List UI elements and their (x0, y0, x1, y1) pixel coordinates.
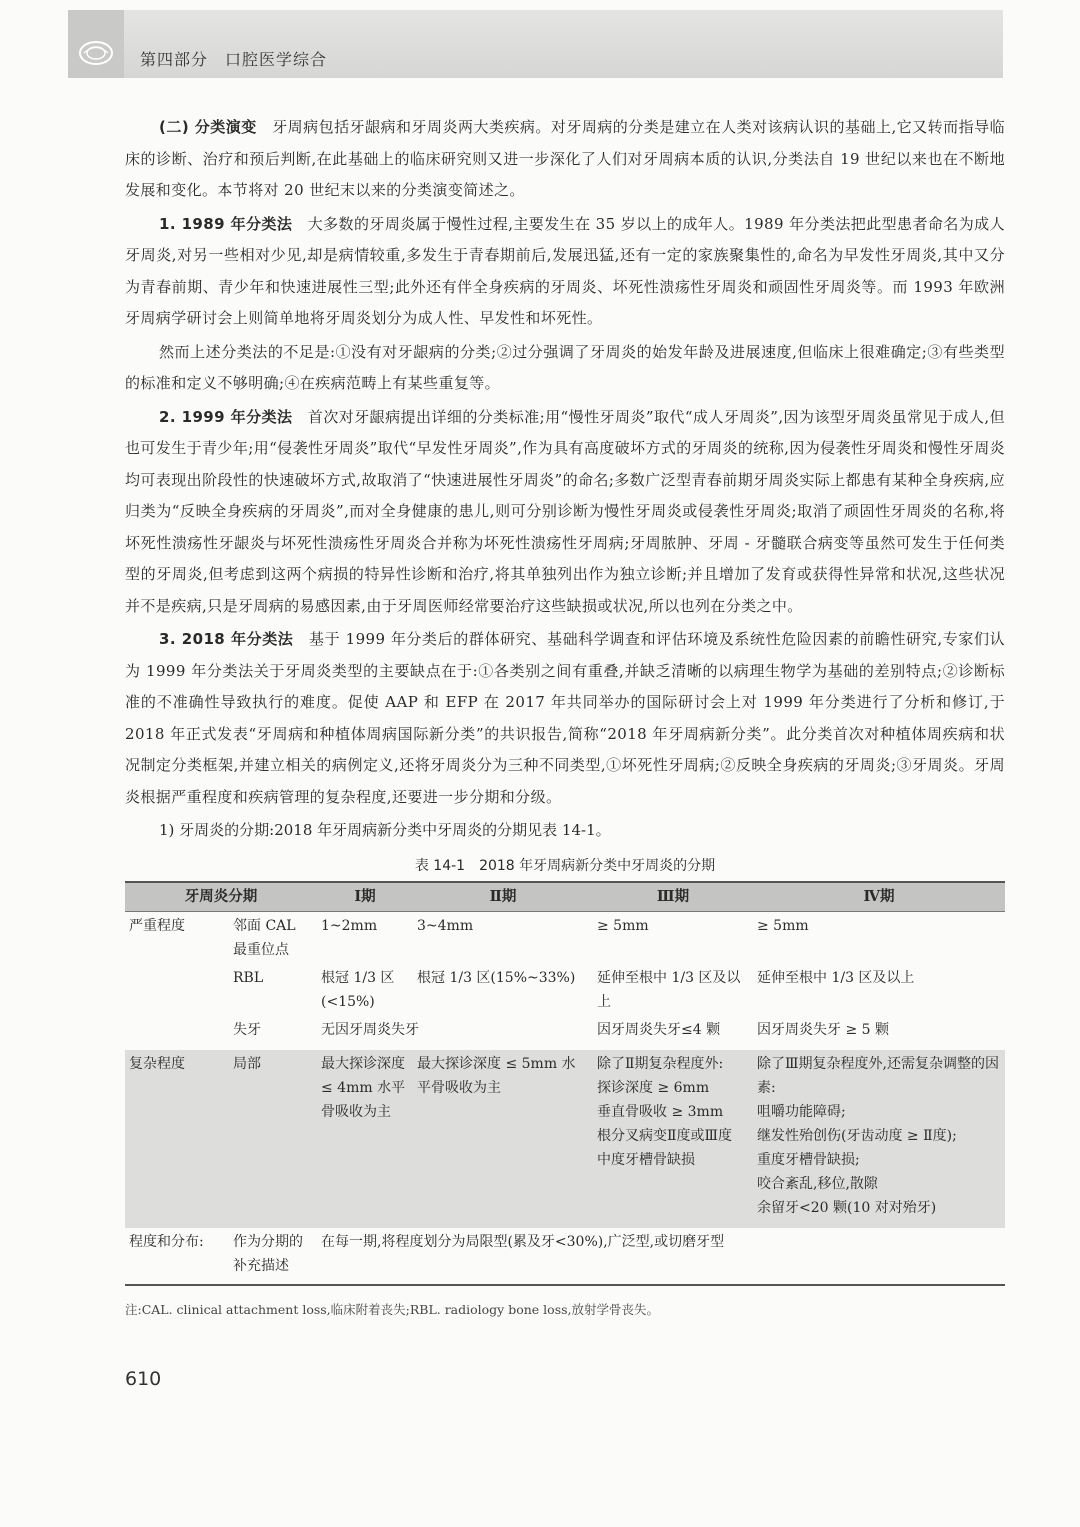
table-note: 注:CAL. clinical attachment loss,临床附着丧失;RBL. radiology bone loss,放射学骨丧失。 (125, 1301, 659, 1317)
cell-rbl-s4: 延伸至根中 1/3 区及以上 (757, 969, 915, 986)
paragraph-1999 (125, 402, 1005, 623)
cell-local-s4 (753, 1050, 1005, 1228)
local-s4-line: 除了Ⅲ期复杂程度外,还需复杂调整的因素: (757, 1055, 999, 1096)
page-body (125, 112, 1005, 1318)
local-s4-line: 余留牙<20 颗(10 对对殆牙) (757, 1199, 937, 1216)
cell-local-s1: 最大探诊深度 ≤ 4mm 水平骨吸收为主 (321, 1055, 406, 1120)
header-stage-1: Ⅰ期 (317, 882, 413, 912)
header-stage-3: Ⅲ期 (593, 882, 753, 912)
row-label-complexity: 复杂程度 (129, 1055, 185, 1072)
page-number: 610 (125, 1368, 162, 1390)
paragraph-1989 (125, 209, 1005, 335)
row-label-severity: 严重程度 (129, 917, 185, 934)
local-s4-line: 重度牙槽骨缺损; (757, 1151, 860, 1168)
table-caption: 表 14-1 2018 年牙周病新分类中牙周炎的分期 (414, 857, 716, 874)
cell-cal-s3: ≥ 5mm (597, 917, 649, 934)
local-s3-line: 除了Ⅱ期复杂程度外: (597, 1055, 724, 1072)
cell-tooth-loss-s4: 因牙周炎失牙 ≥ 5 颗 (757, 1021, 889, 1038)
heading-1989: 1. 1989 年分类法 (159, 214, 293, 233)
cell-rbl-label: RBL (233, 969, 264, 986)
table-header-row (125, 882, 1005, 912)
cell-extent-value: 在每一期,将程度划分为局限型(累及牙<30%),广泛型,或切磨牙型 (317, 1228, 1005, 1285)
local-s4-line: 继发性殆创伤(牙齿动度 ≥ Ⅱ度); (757, 1127, 957, 1144)
cell-tooth-loss-label: 失牙 (233, 1021, 261, 1038)
header-stage-label: 牙周炎分期 (125, 882, 317, 912)
cell-cal-s2: 3~4mm (417, 917, 474, 934)
cell-local-s3 (593, 1050, 753, 1228)
header-stage-4: Ⅳ期 (753, 882, 1005, 912)
local-s3-line: 探诊深度 ≥ 6mm (597, 1079, 710, 1096)
cell-extent-label: 作为分期的补充描述 (229, 1228, 317, 1285)
cell-local-s2: 最大探诊深度 ≤ 5mm 水平骨吸收为主 (417, 1055, 576, 1096)
publisher-logo-icon (78, 40, 114, 66)
paragraph-2018 (125, 624, 1005, 813)
staging-table (125, 881, 1005, 1286)
cell-rbl-s1: 根冠 1/3 区 (<15%) (321, 969, 395, 1010)
cell-cal-s1: 1~2mm (321, 917, 378, 934)
local-s4-line: 咀嚼功能障碍; (757, 1103, 846, 1120)
cell-local-label: 局部 (233, 1055, 261, 1072)
paragraph-shortcomings: 然而上述分类法的不足是:①没有对牙龈病的分类;②过分强调了牙周炎的始发年龄及进展速度,但临床上很难确定;③有些类型的标准和定义不够明确;④在疾病范畴上有某些重复等。 (125, 342, 1005, 392)
cell-cal-label: 邻面 CAL 最重位点 (233, 917, 296, 958)
row-label-extent: 程度和分布: (125, 1228, 229, 1285)
intro-paragraph (125, 112, 1005, 207)
text-2018: 基于 1999 年分类后的群体研究、基础科学调查和评估环境及系统性危险因素的前瞻性研究,专家们认为 1999 年分类法关于牙周炎类型的主要缺点在于:①各类别之间有重叠,并缺乏清晰的以病理生物学为基础的差别特点;②诊断标准的不准确性导致执行的难度。促使 AAP 和 EFP 在 2017 年共同举办的国际研讨会上对 1999 年分类进行了分析和修订,于 2018 年正式发表“牙周病和种植体周病国际新分类”的共识报告,简称“2018 年牙周病新分类”。此分类首次对种植体周疾病和状况制定分类框架,并建立相关的病例定义,还将牙周炎分为三种不同类型,①坏死性牙周病;②反映全身疾病的牙周炎;③牙周炎。牙周炎根据严重程度和疾病管理的复杂程度,还要进一步分期和分级。 (125, 630, 1005, 806)
cell-tooth-loss-s1: 无因牙周炎失牙 (321, 1021, 419, 1038)
text-1999: 首次对牙龈病提出详细的分类标准;用“慢性牙周炎”取代“成人牙周炎”,因为该型牙周炎虽常见于成人,但也可发生于青少年;用“侵袭性牙周炎”取代“早发性牙周炎”,作为具有高度破坏方式的牙周炎的统称,因为侵袭性牙周炎和慢性牙周炎均可表现出阶段性的快速破坏方式,故取消了“快速进展性牙周炎”的命名;多数广泛型青春前期牙周炎实际上都患有某种全身疾病,应归类为“反映全身疾病的牙周炎”,而对全身健康的患儿,则可分别诊断为慢性牙周炎或侵袭性牙周炎;取消了顽固性牙周炎的名称,将坏死性溃疡性牙龈炎与坏死性溃疡性牙周炎合并称为坏死性溃疡性牙周病;牙周脓肿、牙周 - 牙髓联合病变等虽然可发生于任何类型的牙周炎,但考虑到这两个病损的特异性诊断和治疗,将其单独列出作为独立诊断;并且增加了发育或获得性异常和状况,这些状况并不是疾病,只是牙周病的易感因素,由于牙周医师经常要治疗这些缺损或状况,所以也列在分类之中。 (125, 407, 1005, 615)
local-s4-line: 咬合紊乱,移位,散隙 (757, 1175, 878, 1192)
header-stage-2: Ⅱ期 (413, 882, 593, 912)
local-s3-line: 中度牙槽骨缺损 (597, 1151, 695, 1168)
cell-tooth-loss-s3: 因牙周炎失牙≤4 颗 (597, 1021, 721, 1038)
cell-rbl-s2: 根冠 1/3 区(15%~33%) (417, 969, 576, 986)
cell-cal-s4: ≥ 5mm (757, 917, 809, 934)
running-header-title: 第四部分 口腔医学综合 (140, 50, 328, 69)
table-row-cal (125, 911, 1005, 964)
heading-1999: 2. 1999 年分类法 (159, 407, 293, 426)
table-row-rbl (125, 964, 1005, 1016)
sub-item-staging: 1) 牙周炎的分期:2018 年牙周病新分类中牙周炎的分期见表 14-1。 (159, 821, 611, 839)
section-heading: (二) 分类演变 (159, 118, 257, 136)
intro-text: 牙周病包括牙龈病和牙周炎两大类疾病。对牙周病的分类是建立在人类对该病认识的基础上,它又转而指导临床的诊断、治疗和预后判断,在此基础上的临床研究则又进一步深化了人们对牙周病本质的认识,分类法自 19 世纪以来也在不断地发展和变化。本节将对 20 世纪末以来的分类演变简述之。 (125, 118, 1005, 199)
heading-2018: 3. 2018 年分类法 (159, 630, 294, 648)
local-s3-line: 根分叉病变Ⅱ度或Ⅲ度 (597, 1127, 733, 1144)
cell-rbl-s3: 延伸至根中 1/3 区及以上 (597, 969, 741, 1010)
local-s3-line: 垂直骨吸收 ≥ 3mm (597, 1103, 724, 1120)
table-row-tooth-loss (125, 1016, 1005, 1050)
table-row-complexity (125, 1050, 1005, 1228)
text-1989: 大多数的牙周炎属于慢性过程,主要发生在 35 岁以上的成年人。1989 年分类法把此型患者命名为成人牙周炎,对另一些相对少见,却是病情较重,多发生于青春期前后,发展迅猛,还有一定的家族聚集性的,命名为早发性牙周炎,其中又分为青春前期、青少年和快速进展性三型;此外还有伴全身疾病的牙周炎、坏死性溃疡性牙周炎和顽固性牙周炎等。而 1993 年欧洲牙周病学研讨会上则简单地将牙周炎划分为成人性、早发性和坏死性。 (125, 214, 1005, 327)
table-row-extent (125, 1228, 1005, 1285)
